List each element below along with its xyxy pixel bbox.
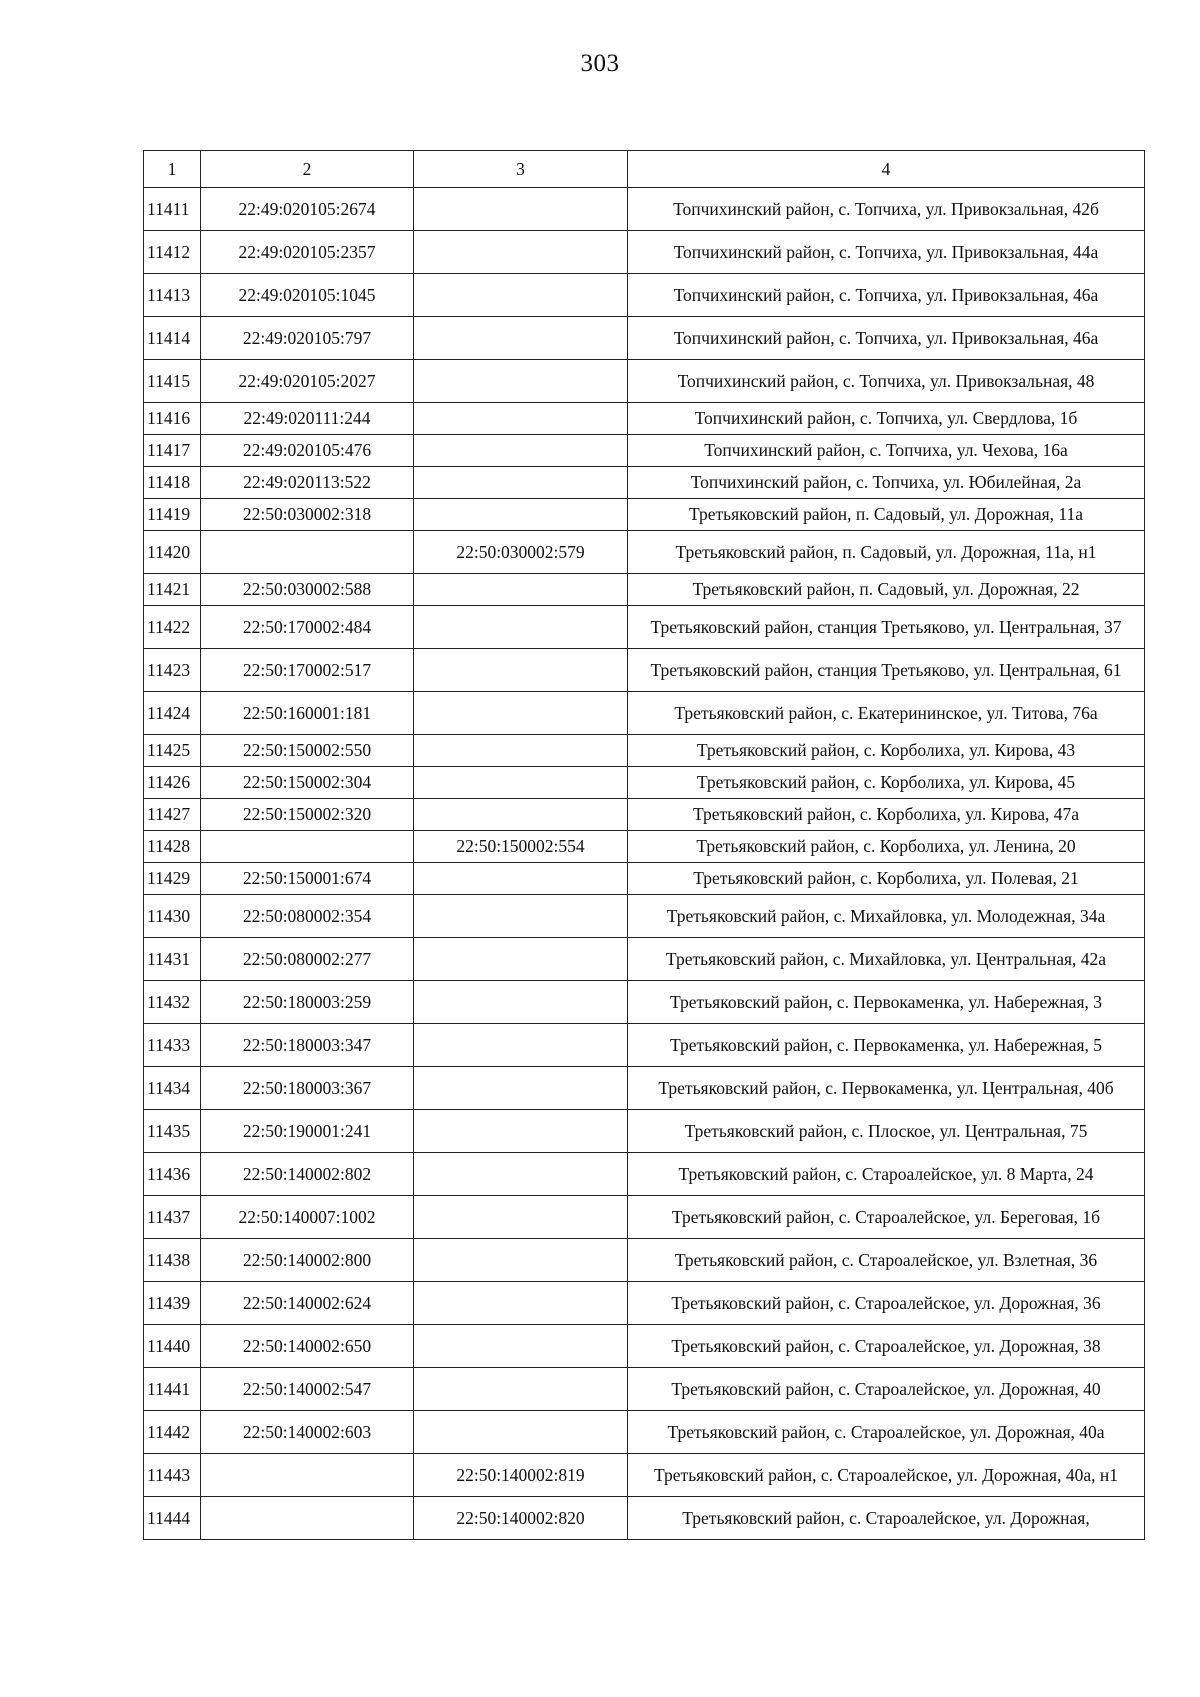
address-cell: Третьяковский район, с. Корболиха, ул. Ленина, 20 [628,831,1145,863]
building-cadastral-cell [414,1153,628,1196]
building-cadastral-cell [414,692,628,735]
address-cell: Топчихинский район, с. Топчиха, ул. Чехова, 16а [628,435,1145,467]
table-row [144,574,1145,606]
cadastral-number-cell: 22:50:170002:517 [201,649,414,692]
address-cell: Третьяковский район, с. Староалейское, ул. Дорожная, 40а [628,1411,1145,1454]
address-cell: Третьяковский район, с. Екатерининское, ул. Титова, 76а [628,692,1145,735]
table-row [144,692,1145,735]
row-number-cell: 11430 [144,895,201,938]
table-row [144,895,1145,938]
cadastral-number-cell: 22:50:030002:588 [201,574,414,606]
address-cell: Третьяковский район, с. Староалейское, ул. Дорожная, 40 [628,1368,1145,1411]
cadastral-number-cell: 22:49:020105:2027 [201,360,414,403]
row-number-cell: 11428 [144,831,201,863]
row-number-cell: 11440 [144,1325,201,1368]
table-row [144,317,1145,360]
row-number-cell: 11443 [144,1454,201,1497]
table-row [144,403,1145,435]
table-row [144,1196,1145,1239]
building-cadastral-cell [414,606,628,649]
table-row [144,1454,1145,1497]
table-row [144,831,1145,863]
row-number-cell: 11417 [144,435,201,467]
table-row [144,435,1145,467]
cadastral-number-cell: 22:50:080002:277 [201,938,414,981]
cadastral-number-cell: 22:50:030002:318 [201,499,414,531]
building-cadastral-cell [414,467,628,499]
table-row [144,467,1145,499]
address-cell: Третьяковский район, с. Плоское, ул. Центральная, 75 [628,1110,1145,1153]
table-row [144,1282,1145,1325]
address-cell: Третьяковский район, с. Староалейское, ул. 8 Марта, 24 [628,1153,1145,1196]
header-col-4: 4 [628,151,1145,188]
table-row [144,1110,1145,1153]
cadastral-number-cell: 22:50:180003:347 [201,1024,414,1067]
table-row [144,1153,1145,1196]
building-cadastral-cell [414,767,628,799]
cadastral-number-cell: 22:50:140002:650 [201,1325,414,1368]
address-cell: Топчихинский район, с. Топчиха, ул. Привокзальная, 42б [628,188,1145,231]
building-cadastral-cell [414,1411,628,1454]
address-cell: Третьяковский район, станция Третьяково, ул. Центральная, 37 [628,606,1145,649]
building-cadastral-cell [414,735,628,767]
address-cell: Топчихинский район, с. Топчиха, ул. Свердлова, 1б [628,403,1145,435]
cadastral-number-cell: 22:50:140002:603 [201,1411,414,1454]
row-number-cell: 11413 [144,274,201,317]
row-number-cell: 11423 [144,649,201,692]
cadastral-number-cell: 22:50:150002:304 [201,767,414,799]
building-cadastral-cell [414,317,628,360]
table-row [144,735,1145,767]
building-cadastral-cell [414,1368,628,1411]
row-number-cell: 11434 [144,1067,201,1110]
header-col-3: 3 [414,151,628,188]
address-cell: Третьяковский район, с. Первокаменка, ул. Центральная, 40б [628,1067,1145,1110]
cadastral-number-cell: 22:49:020111:244 [201,403,414,435]
table-row [144,360,1145,403]
cadastral-number-cell: 22:50:140007:1002 [201,1196,414,1239]
cadastral-number-cell: 22:50:180003:367 [201,1067,414,1110]
row-number-cell: 11427 [144,799,201,831]
address-cell: Третьяковский район, п. Садовый, ул. Дорожная, 22 [628,574,1145,606]
registry-table [143,150,1145,1540]
row-number-cell: 11435 [144,1110,201,1153]
row-number-cell: 11438 [144,1239,201,1282]
cadastral-number-cell: 22:49:020105:2357 [201,231,414,274]
address-cell: Третьяковский район, с. Корболиха, ул. Полевая, 21 [628,863,1145,895]
row-number-cell: 11441 [144,1368,201,1411]
building-cadastral-cell [414,799,628,831]
building-cadastral-cell [414,895,628,938]
table-row [144,938,1145,981]
table-row [144,188,1145,231]
table-row [144,1411,1145,1454]
building-cadastral-cell [414,1196,628,1239]
building-cadastral-cell [414,231,628,274]
table-row [144,606,1145,649]
table-row [144,1368,1145,1411]
table-row [144,1497,1145,1540]
building-cadastral-cell [414,1239,628,1282]
building-cadastral-cell [414,1024,628,1067]
address-cell: Топчихинский район, с. Топчиха, ул. Привокзальная, 46а [628,274,1145,317]
row-number-cell: 11431 [144,938,201,981]
cadastral-number-cell: 22:50:150001:674 [201,863,414,895]
row-number-cell: 11436 [144,1153,201,1196]
address-cell: Третьяковский район, с. Староалейское, ул. Дорожная, 40а, н1 [628,1454,1145,1497]
cadastral-number-cell: 22:49:020105:476 [201,435,414,467]
building-cadastral-cell [414,188,628,231]
building-cadastral-cell: 22:50:140002:819 [414,1454,628,1497]
building-cadastral-cell [414,403,628,435]
row-number-cell: 11422 [144,606,201,649]
row-number-cell: 11444 [144,1497,201,1540]
row-number-cell: 11426 [144,767,201,799]
row-number-cell: 11433 [144,1024,201,1067]
header-col-1: 1 [144,151,201,188]
address-cell: Третьяковский район, с. Староалейское, ул. Береговая, 1б [628,1196,1145,1239]
table-row [144,1024,1145,1067]
cadastral-number-cell: 22:50:140002:800 [201,1239,414,1282]
cadastral-number-cell: 22:49:020105:2674 [201,188,414,231]
address-cell: Третьяковский район, станция Третьяково, ул. Центральная, 61 [628,649,1145,692]
table-row [144,981,1145,1024]
row-number-cell: 11420 [144,531,201,574]
cadastral-number-cell: 22:50:180003:259 [201,981,414,1024]
building-cadastral-cell [414,1282,628,1325]
row-number-cell: 11411 [144,188,201,231]
table-row [144,231,1145,274]
cadastral-number-cell: 22:50:140002:547 [201,1368,414,1411]
building-cadastral-cell: 22:50:140002:820 [414,1497,628,1540]
table-row [144,1067,1145,1110]
page-number: 303 [580,50,620,77]
cadastral-number-cell: 22:50:150002:550 [201,735,414,767]
cadastral-number-cell: 22:50:150002:320 [201,799,414,831]
address-cell: Третьяковский район, п. Садовый, ул. Дорожная, 11а, н1 [628,531,1145,574]
building-cadastral-cell [414,938,628,981]
building-cadastral-cell [414,274,628,317]
table-row [144,1239,1145,1282]
address-cell: Третьяковский район, с. Староалейское, ул. Дорожная, [628,1497,1145,1540]
table-row [144,799,1145,831]
cadastral-number-cell [201,531,414,574]
address-cell: Третьяковский район, с. Староалейское, ул. Дорожная, 38 [628,1325,1145,1368]
table-row [144,274,1145,317]
address-cell: Третьяковский район, с. Михайловка, ул. Молодежная, 34а [628,895,1145,938]
building-cadastral-cell [414,1067,628,1110]
address-cell: Третьяковский район, с. Первокаменка, ул. Набережная, 3 [628,981,1145,1024]
row-number-cell: 11442 [144,1411,201,1454]
cadastral-number-cell [201,1454,414,1497]
row-number-cell: 11412 [144,231,201,274]
row-number-cell: 11439 [144,1282,201,1325]
building-cadastral-cell: 22:50:150002:554 [414,831,628,863]
table-row [144,531,1145,574]
table-row [144,649,1145,692]
address-cell: Топчихинский район, с. Топчиха, ул. Юбилейная, 2а [628,467,1145,499]
cadastral-number-cell: 22:50:160001:181 [201,692,414,735]
cadastral-number-cell: 22:50:140002:802 [201,1153,414,1196]
row-number-cell: 11416 [144,403,201,435]
cadastral-number-cell: 22:50:080002:354 [201,895,414,938]
table-header-row [144,151,1145,188]
address-cell: Третьяковский район, с. Староалейское, ул. Взлетная, 36 [628,1239,1145,1282]
cadastral-number-cell: 22:50:170002:484 [201,606,414,649]
row-number-cell: 11425 [144,735,201,767]
cadastral-number-cell: 22:49:020113:522 [201,467,414,499]
building-cadastral-cell [414,1110,628,1153]
address-cell: Топчихинский район, с. Топчиха, ул. Привокзальная, 44а [628,231,1145,274]
building-cadastral-cell [414,981,628,1024]
header-col-2: 2 [201,151,414,188]
table-row [144,499,1145,531]
row-number-cell: 11429 [144,863,201,895]
cadastral-number-cell: 22:50:190001:241 [201,1110,414,1153]
address-cell: Третьяковский район, с. Корболиха, ул. Кирова, 45 [628,767,1145,799]
row-number-cell: 11432 [144,981,201,1024]
building-cadastral-cell [414,649,628,692]
address-cell: Топчихинский район, с. Топчиха, ул. Привокзальная, 48 [628,360,1145,403]
building-cadastral-cell [414,435,628,467]
row-number-cell: 11415 [144,360,201,403]
address-cell: Третьяковский район, п. Садовый, ул. Дорожная, 11а [628,499,1145,531]
building-cadastral-cell [414,574,628,606]
row-number-cell: 11437 [144,1196,201,1239]
cadastral-number-cell [201,831,414,863]
row-number-cell: 11414 [144,317,201,360]
row-number-cell: 11419 [144,499,201,531]
cadastral-number-cell: 22:49:020105:1045 [201,274,414,317]
row-number-cell: 11421 [144,574,201,606]
cadastral-number-cell: 22:50:140002:624 [201,1282,414,1325]
cadastral-number-cell [201,1497,414,1540]
table-row [144,767,1145,799]
address-cell: Топчихинский район, с. Топчиха, ул. Привокзальная, 46а [628,317,1145,360]
building-cadastral-cell: 22:50:030002:579 [414,531,628,574]
building-cadastral-cell [414,1325,628,1368]
address-cell: Третьяковский район, с. Староалейское, ул. Дорожная, 36 [628,1282,1145,1325]
address-cell: Третьяковский район, с. Корболиха, ул. Кирова, 43 [628,735,1145,767]
table-row [144,1325,1145,1368]
address-cell: Третьяковский район, с. Михайловка, ул. Центральная, 42а [628,938,1145,981]
row-number-cell: 11424 [144,692,201,735]
building-cadastral-cell [414,863,628,895]
address-cell: Третьяковский район, с. Первокаменка, ул. Набережная, 5 [628,1024,1145,1067]
table-row [144,863,1145,895]
building-cadastral-cell [414,360,628,403]
row-number-cell: 11418 [144,467,201,499]
address-cell: Третьяковский район, с. Корболиха, ул. Кирова, 47а [628,799,1145,831]
table-body [144,188,1145,1540]
building-cadastral-cell [414,499,628,531]
cadastral-number-cell: 22:49:020105:797 [201,317,414,360]
